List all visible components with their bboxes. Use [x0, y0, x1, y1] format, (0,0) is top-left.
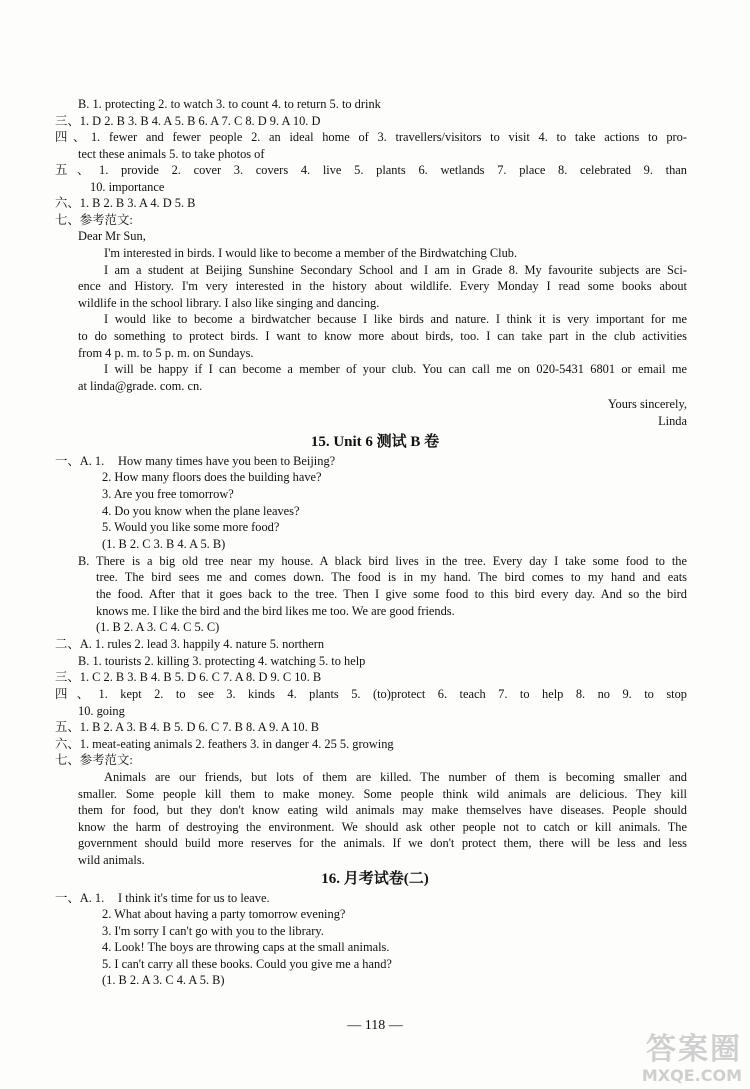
- answer-line: 六、1. B 2. B 3. A 4. D 5. B: [55, 196, 196, 210]
- answer-line: tect these animals 5. to take photos of: [78, 147, 265, 161]
- essay-line: government should build more reserves for the animals. If we don't protect them, there will be less and less: [78, 836, 687, 850]
- essay-line: know the harm of destroying the environment. We should ask other people not to catch or kill animals. The: [78, 820, 687, 834]
- letter-line: I'm interested in birds. I would like to become a member of the Birdwatching Club.: [104, 246, 518, 260]
- answer-line: 10. going: [78, 704, 125, 718]
- answer-label: 一、A. 1.: [55, 891, 105, 905]
- essay-line: Animals are our friends, but lots of them are killed. The number of them is becoming smaller and: [104, 770, 687, 784]
- answer-line: (1. B 2. C 3. B 4. A 5. B): [102, 537, 226, 551]
- answer-line: 七、参考范文:: [55, 213, 133, 227]
- answer-line: B. 1. tourists 2. killing 3. protecting 4. watching 5. to help: [78, 654, 366, 668]
- answer-line: 五、1. provide 2. cover 3. covers 4. live 5. plants 6. wetlands 7. place 8. celebrated 9. than: [55, 163, 687, 177]
- answer-line: 5. Would you like some more food?: [102, 520, 280, 534]
- section-title: 16. 月考试卷(二): [321, 871, 429, 887]
- watermark-url: MXQE.COM: [641, 1066, 742, 1085]
- answer-line: 2. How many floors does the building have?: [102, 470, 322, 484]
- answer-line: 4. Look! The boys are throwing caps at the small animals.: [102, 940, 390, 954]
- letter-greeting: Dear Mr Sun,: [78, 229, 146, 243]
- answer-line: 2. What about having a party tomorrow evening?: [102, 907, 346, 921]
- answer-line: 二、A. 1. rules 2. lead 3. happily 4. nature 5. northern: [55, 637, 325, 651]
- letter-line: to do something to protect birds. I want to know more about birds, too. I can take part in the club activities: [78, 329, 687, 343]
- answer-line: 七、参考范文:: [55, 753, 133, 767]
- passage-line: B. There is a big old tree near my house. A black bird lives in the tree. Every day I take some food to the: [78, 554, 687, 568]
- passage-line: the food. After that it goes back to the tree. Then I give some food to this bird every day. And so the bird: [96, 587, 687, 601]
- letter-signature: Linda: [658, 414, 687, 428]
- letter-line: I am a student at Beijing Sunshine Secondary School and I am in Grade 8. My favourite subjects are Sci-: [104, 263, 687, 277]
- letter-closing: Yours sincerely,: [607, 397, 687, 411]
- letter-line: I will be happy if I can become a member of your club. You can call me on 020-5431 6801 or email me: [104, 362, 687, 376]
- answer-line: 四、1. kept 2. to see 3. kinds 4. plants 5. (to)protect 6. teach 7. to help 8. no 9. to stop: [55, 687, 687, 701]
- section-title: 15. Unit 6 测试 B 卷: [310, 434, 440, 450]
- answer-line: 5. I can't carry all these books. Could you give me a hand?: [102, 957, 392, 971]
- answer-line: 4. Do you know when the plane leaves?: [102, 504, 300, 518]
- letter-line: I would like to become a birdwatcher because I like birds and nature. I think it is very important for me: [104, 312, 687, 326]
- watermark: [592, 1033, 742, 1085]
- answer-line: I think it's time for us to leave.: [118, 891, 270, 905]
- letter-line: ence and History. I'm very interested in the history about wildlife. Every Monday I read some books about: [78, 279, 687, 293]
- essay-line: them for food, but they don't know eating wild animals may make themselves have diseases. People should: [78, 803, 687, 817]
- letter-line: at linda@grade. com. cn.: [78, 379, 203, 393]
- answer-label: 一、A. 1.: [55, 454, 105, 468]
- passage-line: knows me. I like the bird and the bird likes me too. We are good friends.: [96, 604, 455, 618]
- answer-line: (1. B 2. A 3. C 4. C 5. C): [96, 620, 220, 634]
- answer-line: 3. Are you free tomorrow?: [102, 487, 234, 501]
- passage-line: tree. The bird sees me and comes down. The food is in my hand. The bird comes to my hand and eats: [96, 570, 687, 584]
- answer-line: 三、1. D 2. B 3. B 4. A 5. B 6. A 7. C 8. D 9. A 10. D: [55, 114, 321, 128]
- letter-line: wildlife in the school library. I also like singing and dancing.: [78, 296, 380, 310]
- answer-line: How many times have you been to Beijing?: [118, 454, 336, 468]
- answer-line: 六、1. meat-eating animals 2. feathers 3. in danger 4. 25 5. growing: [55, 737, 394, 751]
- essay-line: wild animals.: [78, 853, 145, 867]
- essay-line: smaller. Some people kill them to make money. Some people think wild animals are delicious. They kill: [78, 787, 687, 801]
- answer-line: 三、1. C 2. B 3. B 4. B 5. D 6. C 7. A 8. D 9. C 10. B: [55, 670, 322, 684]
- answer-line: (1. B 2. A 3. C 4. A 5. B): [102, 973, 225, 987]
- answer-line: B. 1. protecting 2. to watch 3. to count 4. to return 5. to drink: [78, 97, 381, 111]
- watermark-logo-text: 答案圈: [646, 1032, 742, 1067]
- page-number: — 118 —: [347, 1018, 403, 1033]
- letter-line: from 4 p. m. to 5 p. m. on Sundays.: [78, 346, 254, 360]
- answer-line: 3. I'm sorry I can't go with you to the library.: [102, 924, 324, 938]
- answer-line: 10. importance: [90, 180, 165, 194]
- answer-line: 五、1. B 2. A 3. B 4. B 5. D 6. C 7. B 8. A 9. A 10. B: [55, 720, 320, 734]
- answer-line: 四、1. fewer and fewer people 2. an ideal home of 3. travellers/visitors to visit 4. to take actions to pro-: [55, 130, 687, 144]
